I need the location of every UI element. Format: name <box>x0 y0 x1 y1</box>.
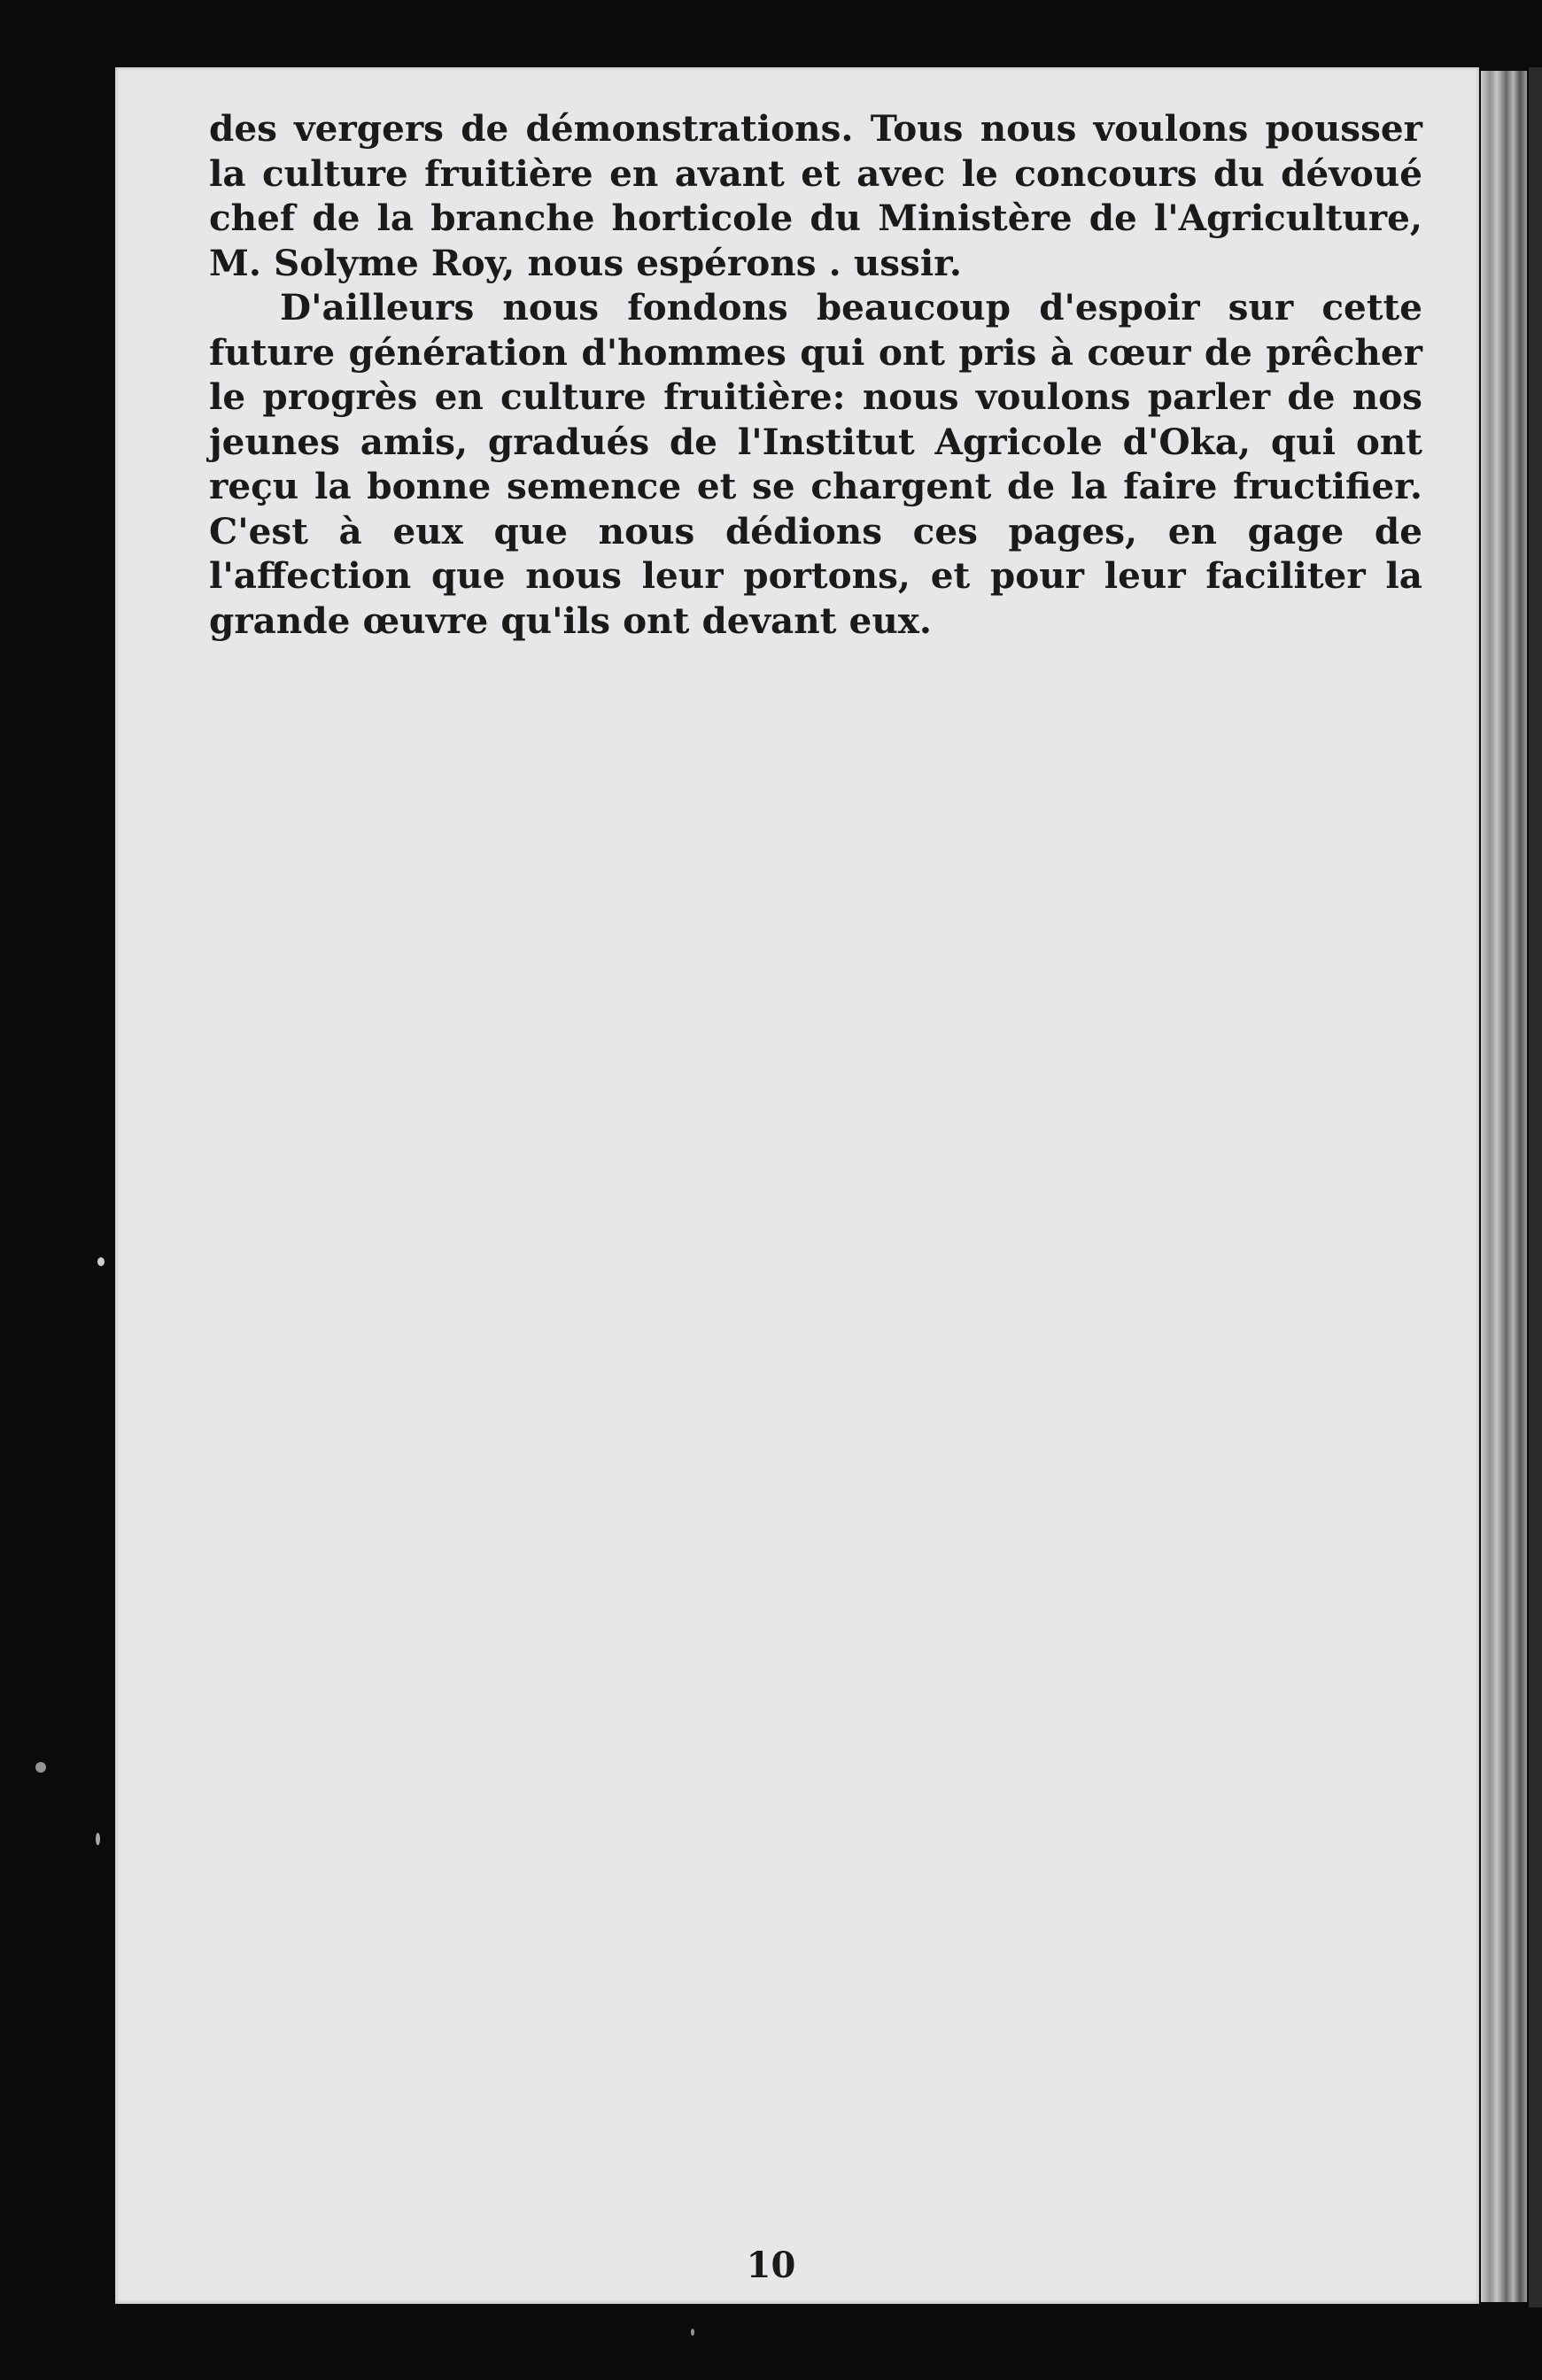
scan-speck <box>691 2329 694 2336</box>
paragraph: des vergers de démonstrations. Tous nous voulons pousser la culture fruitière en avant et avec le concours du dévoué chef de la branche horticole du Ministère de l'Agriculture, M. Solyme Roy, nous espérons . ussir. <box>209 107 1422 284</box>
page-edge-strip <box>1481 71 1527 2302</box>
page-edge-shadow <box>1529 67 1542 2307</box>
scan-speck <box>97 1257 105 1266</box>
scan-speck <box>96 1833 100 1845</box>
page-number: 10 <box>746 2245 796 2286</box>
scan-speck <box>35 1762 46 1773</box>
body-text <box>209 106 1422 643</box>
paragraph: D'ailleurs nous fondons beaucoup d'espoir sur cette future génération d'hommes qui ont pris à cœur de prêcher le progrès en culture fruitière: nous voulons parler de nos jeunes amis, gradués de l'Institut Agricole d'Oka, qui ont reçu la bonne semence et se chargent de la faire fructifier. C'est à eux que nous dédions ces pages, en gage de l'affection que nous leur portons, et pour leur faciliter la grande œuvre qu'ils ont devant eux. <box>209 286 1422 642</box>
